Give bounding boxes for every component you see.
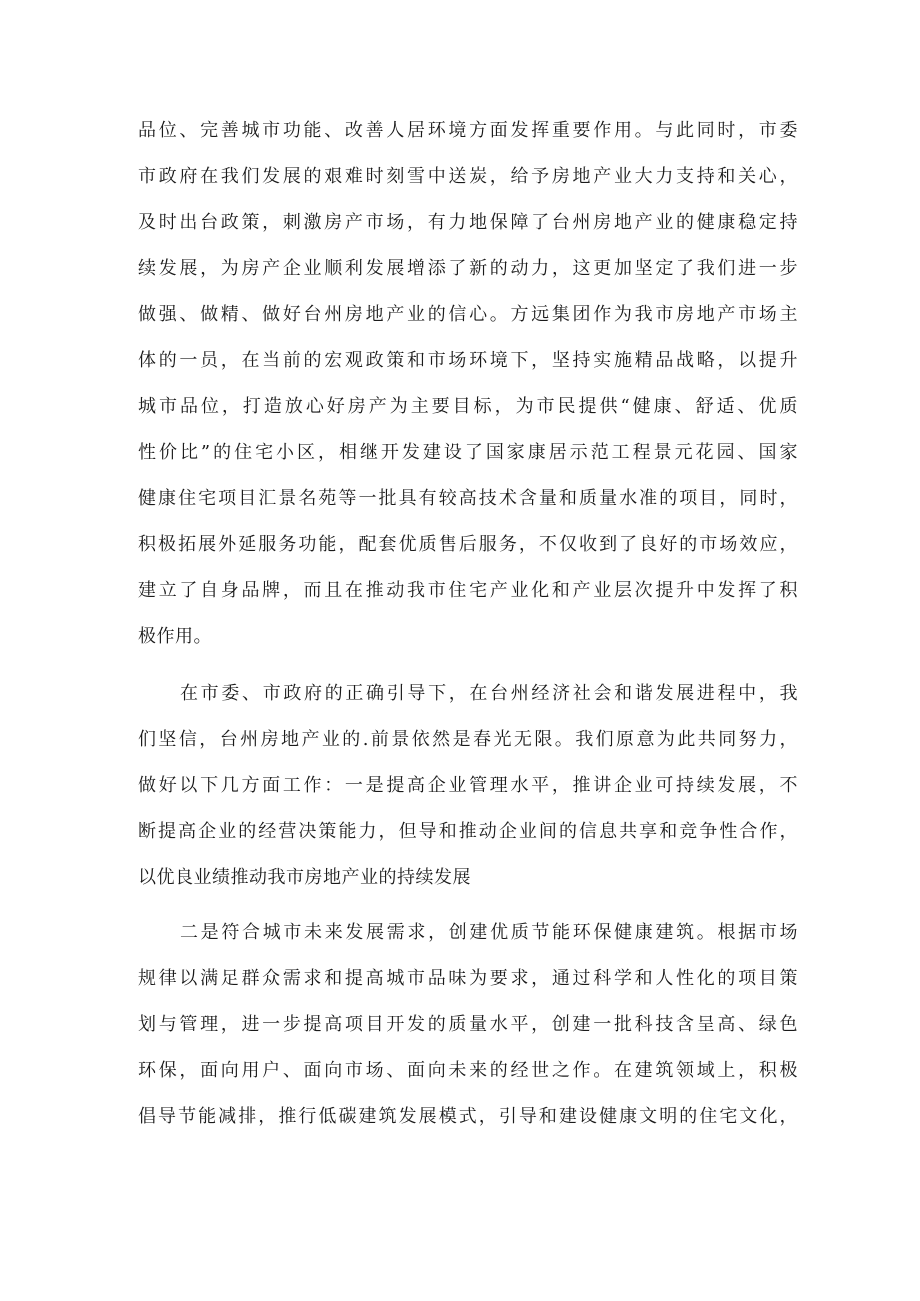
paragraph-line: 健康住宅项目汇景名苑等一批具有较高技术含量和质量水准的项目，同时， — [138, 488, 798, 509]
paragraph-line: 极作用。 — [138, 626, 212, 647]
paragraph-line: 们坚信，台州房地产业的.前景依然是春光无限。我们原意为此共同努力， — [138, 729, 798, 750]
paragraph-line: 做好以下几方面工作：一是提高企业管理水平，推讲企业可持续发展，不 — [138, 775, 798, 796]
paragraph-line: 划与管理，进一步提高项目开发的质量水平，创建一批科技含呈高、绿色 — [138, 1014, 798, 1035]
paragraph-line: 市政府在我们发展的艰难时刻雪中送炭，给予房地产业大力支持和关心， — [138, 166, 798, 187]
paragraph-line: 二是符合城市未来发展需求，创建优质节能环保健康建筑。根据市场 — [180, 922, 798, 943]
paragraph-line: 以优良业绩推动我市房地产业的持续发展 — [138, 867, 471, 888]
paragraph-line: 续发展，为房产企业顺利发展增添了新的动力，这更加坚定了我们进一步 — [138, 258, 798, 279]
paragraph-line: 体的一员，在当前的宏观政策和市场环境下，坚持实施精品战略，以提升 — [138, 350, 798, 371]
paragraph-line: 规律以满足群众需求和提高城市品味为要求，通过科学和人性化的项目策 — [138, 968, 798, 989]
paragraph-line: 及时出台政策，刺激房产市场，有力地保障了台州房地产业的健康稳定持 — [138, 212, 798, 233]
paragraph-line: 品位、完善城市功能、改善人居环境方面发挥重要作用。与此同时，市委 — [138, 120, 798, 141]
paragraph-line: 环保，面向用户、面向市场、面向未来的经世之作。在建筑领域上，积极 — [138, 1060, 798, 1081]
paragraph-line: 做强、做精、做好台州房地产业的信心。方远集团作为我市房地产市场主 — [138, 304, 798, 325]
paragraph-line: 建立了自身品牌，而且在推动我市住宅产业化和产业层次提升中发挥了积 — [138, 580, 798, 601]
paragraph-line: 城市品位，打造放心好房产为主要目标，为市民提供“健康、舒适、优质 — [138, 396, 798, 417]
paragraph-line: 性价比”的住宅小区，相继开发建设了国家康居示范工程景元花园、国家 — [138, 442, 798, 463]
paragraph-line: 在市委、市政府的正确引导下，在台州经济社会和谐发展进程中，我 — [180, 683, 798, 704]
paragraph-line: 积极拓展外延服务功能，配套优质售后服务，不仅收到了良好的市场效应， — [138, 534, 798, 555]
paragraph-line: 断提高企业的经营决策能力，但导和推动企业间的信息共享和竞争性合作， — [138, 821, 798, 842]
paragraph-line: 倡导节能减排，推行低碳建筑发展模式，引导和建设健康文明的住宅文化， — [138, 1106, 798, 1127]
